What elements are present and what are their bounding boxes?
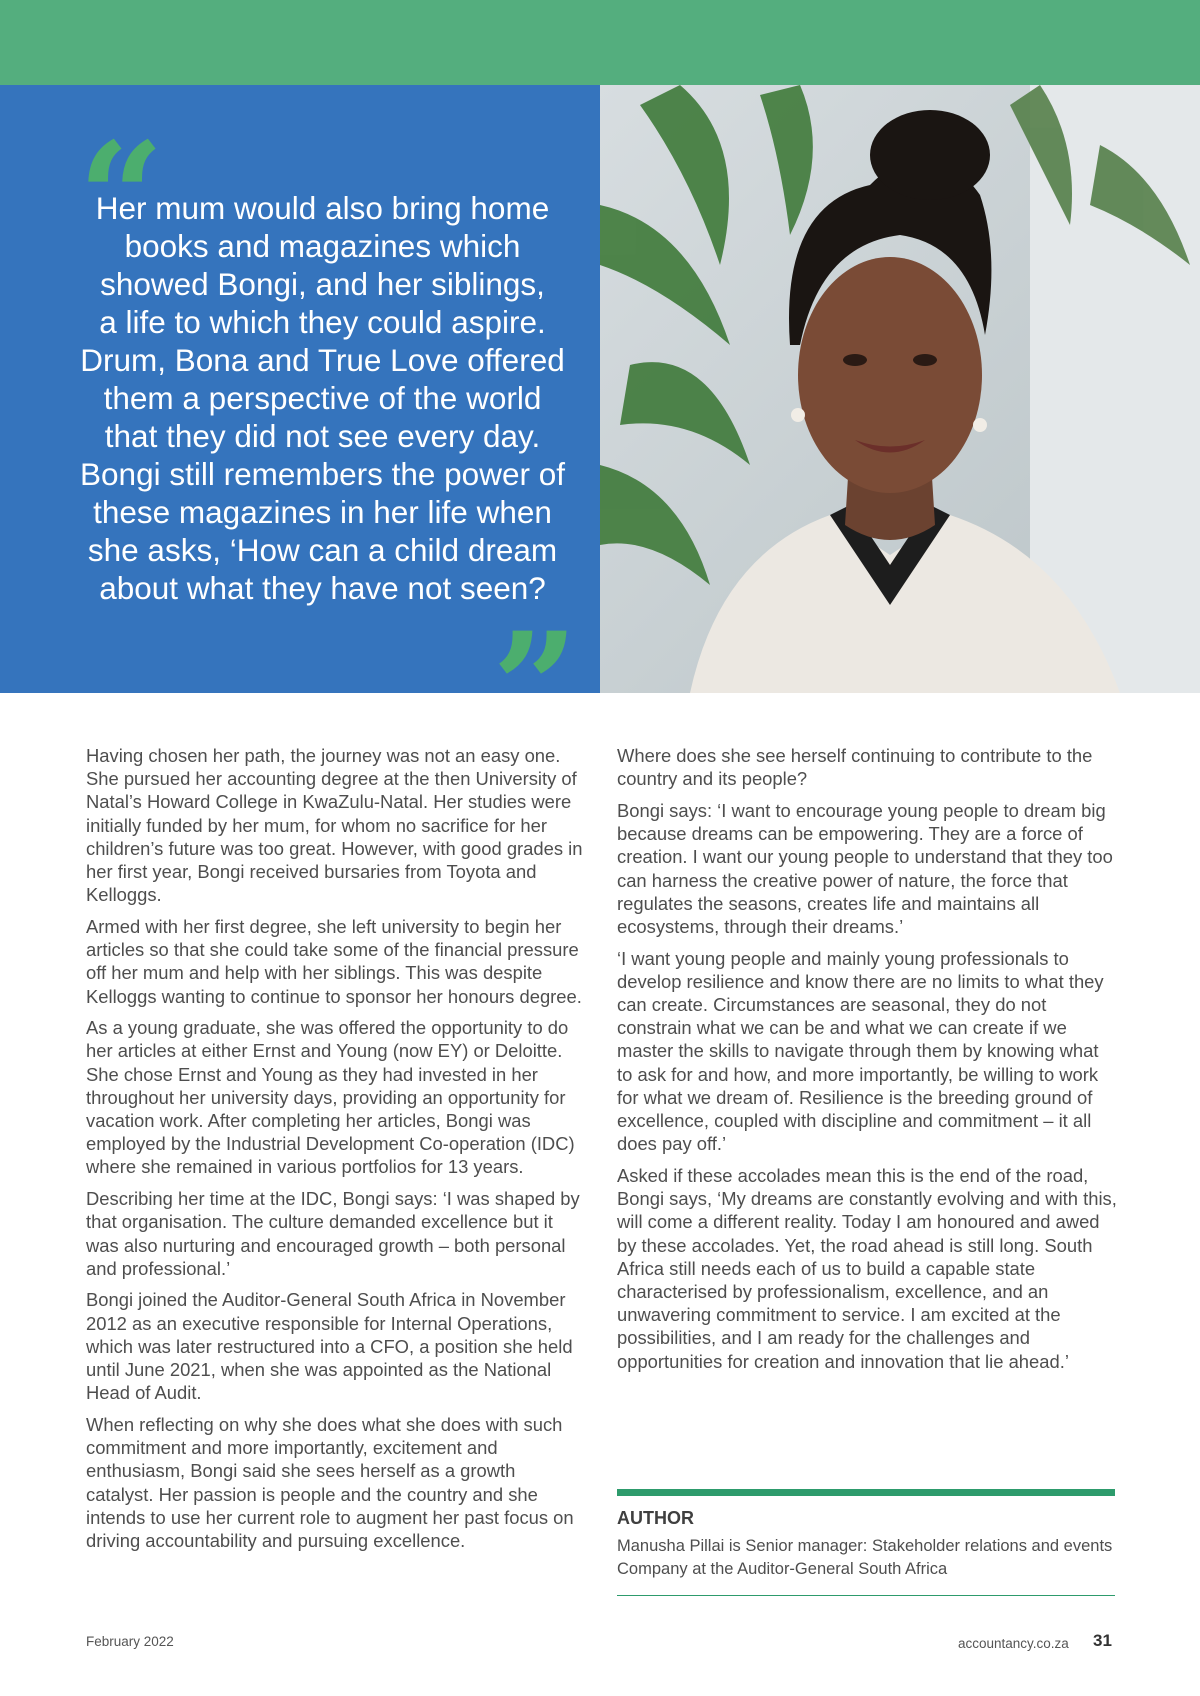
body-paragraph: As a young graduate, she was offered the opportunity to do her articles at either Ernst and Young (now EY) or Deloitte. She chose Ernst and Young as they had invested in her throughout her university days, providing an opportunity for vacation work. After completing her articles, Bongi was employed by the Industrial Development Co-operation (IDC) where she remained in various portfolios for 13 years. (86, 1017, 575, 1178)
top-color-band (0, 0, 1200, 85)
body-paragraph: Asked if these accolades mean this is the end of the road, Bongi says, ‘My dreams are constantly evolving and with this, will come a different reality. Today I am honoured and awed by these accolades. Yet, the road ahead is still long. South Africa still needs each of us to build a capable state characterised by professionalism, excellence, and an unwavering commitment to service. I am excited at the possibilities, and I am ready for the challenges and opportunities for creation and innovation that lie ahead.’ (617, 1164, 1117, 1372)
pull-quote-text (70, 189, 575, 607)
body-paragraph: Armed with her first degree, she left university to begin her articles so that she could take some of the financial pressure off her mum and help with her siblings. This was despite Kelloggs wanting to continue to sponsor her honours degree. (86, 915, 582, 1007)
pull-quote-line: Drum, Bona and True Love offered (80, 342, 565, 378)
right-text-column (617, 744, 1117, 1381)
pull-quote-line: a life to which they could aspire. (99, 304, 546, 340)
pull-quote-line: Her mum would also bring home (95, 190, 550, 226)
body-paragraph: Having chosen her path, the journey was not an easy one. She pursued her accounting degree at the then University of Natal’s Howard College in KwaZulu-Natal. Her studies were initially funded by her mum, for whom no sacrifice for her children’s future was too great. However, with good grades in her first year, Bongi received bursaries from Toyota and Kelloggs. (86, 745, 583, 906)
portrait-photo (600, 85, 1200, 693)
close-quote-icon: ” (492, 600, 579, 776)
pull-quote-line: these magazines in her life when (93, 494, 552, 530)
pull-quote-line: them a perspective of the world (103, 380, 542, 416)
footer-site: accountancy.co.za (958, 1636, 1069, 1651)
open-quote-icon: “ (78, 110, 165, 286)
pull-quote-line: about what they have not seen? (99, 570, 546, 606)
pull-quote-line: she asks, ‘How can a child dream (87, 532, 558, 568)
body-paragraph: Where does she see herself continuing to contribute to the country and its people? (617, 745, 1093, 790)
pull-quote-panel (0, 85, 600, 776)
body-paragraph: ‘I want young people and mainly young professionals to develop resilience and know there are no limits to what they can create. Circumstances are seasonal, they do not constrain what we can be and what we can create if we master the skills to navigate through them by knowing what to ask for and how, and more importantly, be willing to work for what we dream of. Resilience is the breeding ground of excellence, coupled with discipline and commitment – it all does pay off.’ (617, 947, 1104, 1155)
footer-date: February 2022 (86, 1634, 174, 1649)
pull-quote-line: Bongi still remembers the power of (80, 456, 565, 492)
author-heading: AUTHOR (617, 1508, 694, 1528)
author-bottom-rule (617, 1595, 1115, 1596)
pull-quote-line: books and magazines which (124, 228, 521, 264)
body-paragraph: Describing her time at the IDC, Bongi says: ‘I was shaped by that organisation. The culture demanded excellence but it was also nurturing and encouraged growth – both personal and professional.’ (86, 1188, 580, 1279)
page-number: 31 (1093, 1631, 1112, 1650)
pull-quote-line: that they did not see every day. (104, 418, 541, 454)
author-bio: Manusha Pillai is Senior manager: Stakeholder relations and events Company at the Auditor-General South Africa (617, 1537, 1113, 1578)
pull-quote-line: showed Bongi, and her siblings, (100, 266, 545, 302)
body-paragraph: When reflecting on why she does what she does with such commitment and more importantly, excitement and enthusiasm, Bongi said she sees herself as a growth catalyst. Her passion is people and the country and she intends to use her current role to augment her past focus on driving accountability and pursuing excellence. (86, 1413, 574, 1551)
body-paragraph: Bongi says: ‘I want to encourage young people to dream big because dreams can be empowering. They are a force of creation. I want our young people to understand that they too can harness the creative power of nature, the force that regulates the seasons, creates life and maintains all ecosystems, through their dreams.’ (617, 799, 1113, 937)
portrait-illustration (600, 85, 1200, 693)
author-divider (617, 1489, 1115, 1496)
body-paragraph: Bongi joined the Auditor-General South Africa in November 2012 as an executive responsible for Internal Operations, which was later restructured into a CFO, a position she held until June 2021, when she was appointed as the National Head of Audit. (86, 1289, 573, 1404)
left-text-column (86, 744, 586, 1561)
